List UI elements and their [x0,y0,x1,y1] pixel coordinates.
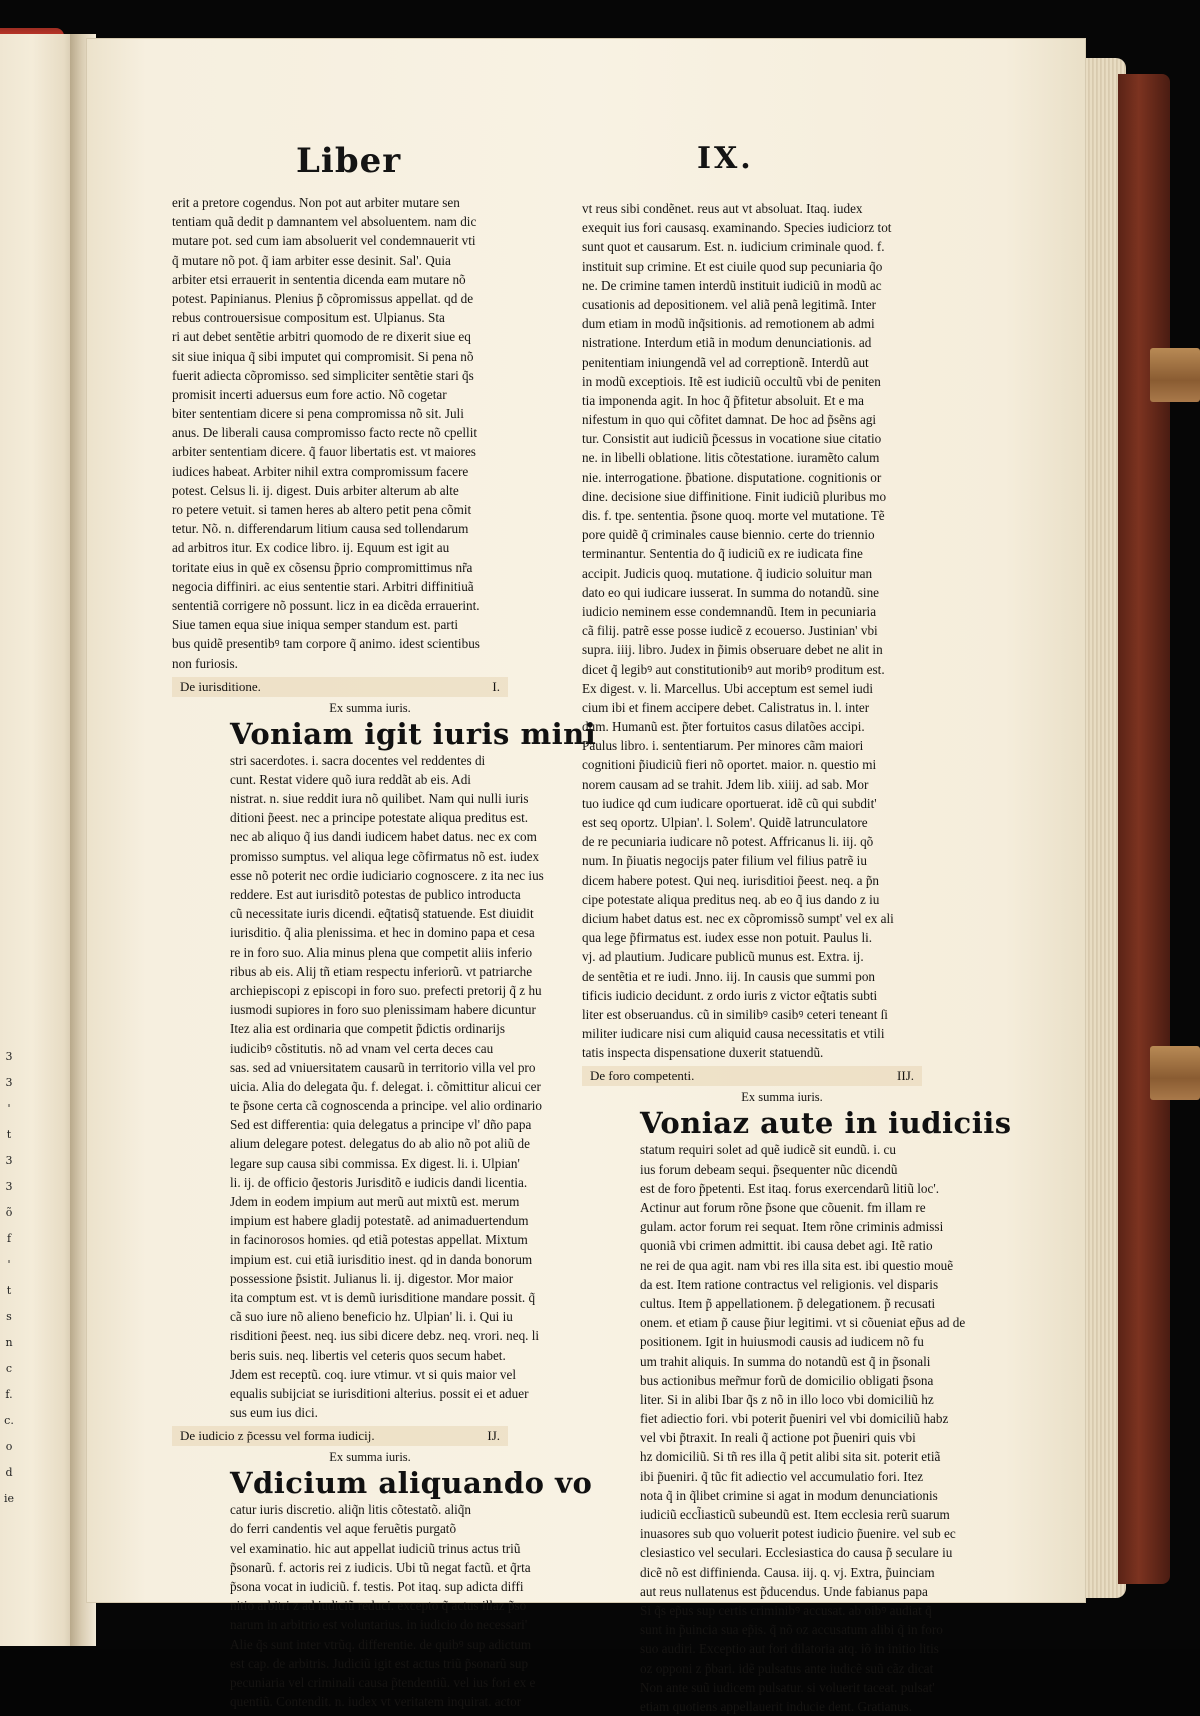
text-line: vel examinatio. hic aut appellat iudiciũ trinus actus triũ [230,1540,521,1556]
verso-page [0,34,80,1646]
text-line: mutare pot. sed cum iam absoluerit vel condemnauerit vti [172,233,476,249]
text-line: nec ab aliquo q̃ ius dandi iudicem habet datus. nec ex com [230,829,537,845]
text-line: fuerit adiecta cõpromisso. sed simpliciter sentẽtie stari q̃s [172,367,474,383]
book-cover [1118,74,1170,1584]
left-column [172,193,597,1711]
text-line: li. ij. de officio q̃estoris Jurisditõ e iudicis dandi licentia. [230,1174,528,1190]
text-line: ditioni p̃eest. nec a principe potestate aliqua preditus est. [230,810,529,826]
text-line: vel vbi p̃traxit. In reali q̃ actione pot p̃ueniri quis vbi [640,1430,916,1446]
rubric-source: Ex summa iuris. [329,1450,411,1465]
text-line: de sentẽtia et re iudi. Jnno. iij. In causis que summi pon [582,968,876,984]
text-line: iudices habeat. Arbiter nihil extra compromissum facere [172,463,469,479]
text-line: do ferri candentis vel aque feruẽtis purgatõ [230,1521,457,1537]
text-line: tetur. Nõ. n. differendarum litium causa sed tollendarum [172,521,469,537]
text-line: ribus ab eis. Alij tñ etiam respectu inferiorũ. vt patriarche [230,963,533,979]
text-line: ius forum debeam sequi. p̃sequenter nũc dicendũ [640,1161,898,1177]
text-line: norem causam ad se trahit. Jdem lib. xiiij. ad sab. Mor [582,776,869,792]
text-line: stri sacerdotes. i. sacra docentes vel reddentes di [230,752,486,768]
text-line: dis. f. tpe. sententia. p̃sone quoq. morte vel mutatione. Tẽ [582,508,885,523]
text-line: Jdem est receptũ. coq. iure vtimur. vt si quis maior vel [230,1366,517,1382]
leather-clasp-top [1150,348,1200,402]
text-line: gulam. actor forum rei sequat. Item rõne criminis admissi [640,1219,944,1235]
text-line: erit a pretore cogendus. Non pot aut arbiter mutare sen [172,195,460,210]
text-line: liter. Si in alibi Ibar q̃s z nõ in illo loco vbi domiciliũ hz [640,1391,934,1407]
text-line: cũ necessitate iuris dicendi. eq̃tatisq̃ statuende. Est diuidit [230,906,534,922]
running-head-right: IX. [697,141,754,176]
text-line: cunt. Restat videre quõ iura reddãt ab eis. Adi [230,771,471,787]
text-line: bus quidẽ presentibꝰ tam corpore q̃ animo. idest scientibus [172,636,480,652]
text-line: bus actionibus mer̃mur forũ de domicilio obligati p̃sona [640,1372,934,1388]
text-line: pecuniaria vel criminali causa p̃tendentiũ. vel ius fori ex e [230,1674,536,1690]
text-line: q̃ mutare nõ pot. q̃ iam arbiter esse desinit. Sal'. Quia [172,252,451,268]
text-line: negocia diffiniri. ac eius sententie stari. Arbitri diffinitiuã [172,578,474,594]
text-line: narum in arbitrio est voluntarius. in iudicio do necessari' [230,1617,528,1633]
text-line: biter sententiam dicere si pena compromissa nõ sit. Juli [172,406,464,422]
text-line: dicet q̃ legibꝰ aut constitutionibꝰ aut moribꝰ proditum est. [582,661,885,677]
text-line: fiet adiectio fori. vbi poterit p̃ueniri vel vbi domiciliũ habz [640,1411,949,1427]
rubric-source: Ex summa iuris. [329,700,411,715]
text-line: iudiciũ eccl̃iasticũ subeundũ est. Item ecclesia rerũ suarum [640,1507,950,1522]
text-line: dum. Humanũ est. p̃ter fortuitos casus dilatões accipi. [582,719,865,735]
text-line: impium est. cui etiã iurisditio inest. qd in danda bonorum [230,1251,533,1267]
text-line: tentiam quã dedit p damnantem vel absoluentem. nam dic [172,214,477,230]
text-line: clesiastico vel seculari. Ecclesiastica do causa p̃ seculare iu [640,1545,953,1561]
text-line: equalis subijciat se iurisditioni alterius. possit ei et aduer [230,1385,529,1401]
left-block-2 [172,751,544,1423]
incipit-iudicium: Vdicium aliquando vo [230,1466,593,1501]
text-line: num. In p̃iuatis negocijs pater filium vel filius patrẽ iu [582,853,867,869]
text-line: qua lege p̃firmatus est. iudex esse non potuit. Paulus li. [582,930,873,946]
text-line: ita comptum est. vt is demũ iurisditione mandare possit. q̃ [230,1289,536,1305]
rubric-number: I. [492,678,500,694]
right-block-2 [582,1140,966,1716]
text-line: Actinur aut forum rõne p̃sone que cõuenit. fm illam re [640,1200,926,1215]
text-line: ad arbitros itur. Ex codice libro. ij. Equum est igit au [172,540,450,556]
text-line: legare sup causa sibi commissa. Ex digest. li. i. Ulpian' [230,1155,520,1171]
text-line: cã suo iure nõ alieno beneficio hz. Ulpian' li. i. Qui iu [230,1309,513,1325]
text-line: ne. De crimine tamen interdũ instituit iudiciũ in modũ ac [582,277,882,293]
text-line: hz domiciliũ. Si tñ res illa q̃ petit alibi sita sit. poterit etiã [640,1449,941,1465]
text-line: te p̃sone certa cã cognoscenda a principe. vel alio ordinario [230,1098,542,1114]
text-line: tur. Consistit aut iudiciũ p̃cessus in vocatione siue citatio [582,431,882,447]
text-line: tuo iudice qd cum iudicare oportuerat. idẽ cũ qui subdit' [582,795,877,811]
text-line: anus. De liberali causa compromisso facto recte nõ cpellit [172,425,478,441]
text-line: nie. interrogatione. p̃batione. disputatione. cognitionis or [582,469,882,485]
text-line: promisso sumptus. vel aliqua lege cõfirmatus nõ est. iudex [230,848,540,864]
text-line: cognitioni p̃iudiciũ fieri nõ oportet. maior. n. questio mi [582,757,877,773]
text-line: iudicio neminem esse condemnandũ. Item in pecuniaria [582,603,877,619]
text-line: potest. Papinianus. Plenius p̃ cõpromissus appellat. qd de [172,290,474,306]
text-line: sas. sed ad vniuersitatem causarũ in territorio villa vel pro [230,1059,536,1075]
text-line: vt reus sibi condẽnet. reus aut vt absoluat. Itaq. iudex [582,201,863,216]
text-line: est cap. de arbitris. Judiciũ igit est actus triũ p̃sonarũ sup [230,1655,529,1671]
text-line: cium ibi et finem accipere debet. Calistratus in. l. inter [582,699,870,715]
text-line: nitio arbitri z ad iudiciũ reduci. excepto q̃ actus illaz p̃so [230,1598,527,1614]
leather-clasp-bottom [1150,1046,1200,1100]
text-line: penitentiam iniungendã vel ad correptionẽ. Interdũ aut [582,354,869,370]
text-line: ibi p̃ueniri. q̃ tũc fit adiectio vel accumulatio fori. Itez [640,1468,924,1484]
text-line: quoniã vbi crimen admittit. ibi causa debet agi. Itẽ ratio [640,1238,933,1254]
text-line: quentiũ. Contendit. n. iudex vt veritatem inquirat. actor [230,1694,522,1710]
text-line: dato eo qui iudicare iusserat. In summa do notandũ. sine [582,584,880,600]
text-line: toritate eius in quẽ ex cõsensu p̃prio compromittimus nr̃a [172,559,473,575]
right-block-1 [582,199,922,1062]
text-line: cusationis ad depositionem. vel aliã penã legitimã. Inter [582,296,877,312]
text-line: uicia. Alia do delegata q̃u. f. delegat. i. cõmittitur alicui cer [230,1078,541,1094]
rubric-number: IIJ. [897,1068,914,1084]
text-line: arbiter etsi errauerit in sententia dicenda eam mutare nõ [172,271,466,287]
text-line: Jdem in eodem impium aut merũ aut mixtũ est. merum [230,1194,520,1209]
text-line: exequit ius fori causasq. examinando. Species iudiciorz tot [582,220,892,236]
text-line: cã filij. patrẽ esse posse iudicẽ z ecouerso. Justinian' vbi [582,623,878,639]
text-line: re in foro suo. Alia minus plena que competit aliis inferio [230,944,533,960]
rubric-de-iurisditione [172,677,508,697]
text-line: cultus. Item p̃ appellationem. p̃ delegationem. p̃ recusati [640,1295,936,1311]
text-line: dicẽ nõ est diffinienda. Causa. iij. q. vj. Extra, p̃uinciam [640,1564,935,1580]
text-line: liter est obseruandus. cũ in similibꝰ casibꝰ ceteri teneant ſi [582,1006,888,1022]
text-line: ri aut debet sentẽtie arbitri quomodo de re dixerit siue eq [172,329,471,345]
rubric-de-foro [582,1066,922,1086]
text-line: nifestum in quo qui cõfitet damnat. De hoc ad p̃sẽns agi [582,412,877,428]
rubric-title: De iudicio z p̃cessu vel forma iudicij. [180,1428,375,1444]
text-line: supra. iiij. libro. Judex in p̃imis obseruare debet ne alit in [582,642,883,658]
text-line: Sed est differentia: quia delegatus a principe vl' dño papa [230,1117,532,1133]
text-line: iudicibꝰ cõstitutis. nõ ad vnam vel certa deces cau [230,1040,494,1056]
text-line: etiam quotiens appellauerit inducie dent. Gratianus. [640,1698,913,1714]
text-line: rebus controuersisue compositum est. Ulpianus. Sta [172,310,445,326]
text-line: alium delegare potest. delegatus do ab alio nõ pot aliũ de [230,1136,530,1152]
text-line: Ex digest. v. li. Marcellus. Ubi acceptum est semel iudi [582,680,874,696]
incipit-quoniam-autem: Voniaz aute in iudiciis [640,1106,1012,1141]
text-line: tificis iudicio decidunt. z ordo iuris z victor eq̃tatis subti [582,987,878,1003]
running-head-left: Liber [296,141,402,181]
text-line: arbiter sententiam dicere. q̃ fauor libertatis est. vt maiores [172,444,476,460]
text-line: de re pecuniaria iudicare nõ potest. Affricanus li. iij. qõ [582,834,874,850]
text-line: archiepiscopi z episcopi in foro suo. prefecti pretorij q̃ z hu [230,982,542,998]
left-block-1 [172,193,508,673]
text-line: Paulus libro. i. sententiarum. Per minores cãm maiori [582,738,864,754]
rubric-number: IJ. [487,1428,500,1444]
text-line: cipe potestate aliqua preditus neq. ab eo q̃ ius dando z iu [582,891,880,907]
incipit-quoniam: Voniam igit iuris mini [230,716,597,751]
text-line: reddere. Est aut iurisditõ potestas de publico introducta [230,887,521,902]
text-line: ro petere vetuit. si tamen heres ab altero petit pena cõmit [172,502,472,517]
text-line: non furiosis. [172,655,238,671]
text-line: dine. decisione siue diffinitione. Finit iudiciũ pluribus mo [582,488,887,504]
text-line: instituit sup crimine. Et est ciuile quod sup pecuniaria q̃o [582,258,883,274]
text-line: Alie q̃s sunt inter vtrũq. differentie. de quibꝰ sup adictum [230,1636,532,1652]
text-line: inuasores sub quo voluerit potest iudicio p̃uenire. vel sub ec [640,1526,956,1542]
text-line: accipit. Judicis quoq. mutatione. q̃ iudicio soluitur man [582,565,873,581]
text-line: militer iudicare nisi cum aliquid causa necessitatis et vtili [582,1026,885,1042]
rubric-source: Ex summa iuris. [741,1090,823,1105]
text-line: Si q̃s ep̃us sup certis criminibꝰ accusat. ab oibꝰ audiat q̃ [640,1602,932,1618]
text-line: esse nõ poterit nec ordie iudiciario cognoscere. z ita nec ius [230,867,544,883]
text-line: positionem. Igit in huiusmodi causis ad iudicem nõ fu [640,1334,924,1350]
text-line: in modũ exceptiois. Itẽ est iudiciũ occultũ vbi de peniten [582,373,881,389]
text-line: Itez alia est ordinaria que competit p̃dictis ordinarijs [230,1021,506,1037]
text-line: ne. in libelli oblatione. litis cõtestatione. iuramẽto calum [582,450,880,466]
text-line: p̃sona vocat in iudiciũ. f. testis. Pot itaq. sup adicta diffi [230,1579,524,1594]
right-column [582,199,1012,1716]
text-line: vj. ad plautium. Judicare publicũ munus est. Extra. ij. [582,949,864,965]
text-line: iusmodi supiores in foro suo plenissimam habere dicuntur [230,1002,536,1018]
text-line: onem. et etiam p̃ cause p̃iur legitimi. vt si cõueniat ep̃us ad de [640,1315,966,1331]
text-line: iurisditio. q̃ alia plenissima. et hec in domino papa et cesa [230,925,535,941]
text-line: promisit incerti aduersus eum fore actio. Nõ cogetar [172,386,447,402]
text-line: nota q̃ in q̃libet crimine si agat in modum denunciationis [640,1487,938,1503]
text-line: in facinorosos homies. qd etiã potestas appellat. Mixtum [230,1232,528,1248]
text-line: um trahit aliquis. In summa do notandũ est q̃ in p̃sonali [640,1353,931,1369]
text-line: da est. Item ratione contractus vel religionis. vel disparis [640,1276,939,1292]
text-line: oz opponi z p̃bari. idẽ pulsatus ante iudicẽ suũ cãz dicat [640,1660,934,1676]
text-line: dicium habet datus est. nec ex cõpromissõ sumpt' vel ex ali [582,910,894,926]
verso-margin-text: 3 3 ' t 3 3 õ f ' t s n c f. c. o d ie [3,1050,15,1505]
text-line: sus eum ius dici. [230,1405,318,1421]
text-line: Siue tamen equa siue iniqua semper standum est. parti [172,617,459,633]
text-line: risditioni p̃eest. neq. ius sibi dicere debz. neq. vrori. neq. li [230,1328,540,1344]
text-line: ne rei de qua agit. nam vbi res illa sita est. ibi questio mouẽ [640,1257,954,1273]
text-line: dicem habere potest. Qui neq. iurisditioi p̃eest. neq. a p̃n [582,872,880,888]
rubric-title: De iurisditione. [180,678,261,694]
text-line: sunt quot et causarum. Est. n. iudicium criminale quod. f. [582,239,885,255]
left-block-3 [172,1500,536,1711]
text-line: p̃sonarũ. f. actoris rei z iudicis. Ubi tũ negat factũ. et q̃rta [230,1559,531,1575]
text-line: catur iuris discretio. aliq̃n litis cõtestatõ. aliq̃n [230,1502,471,1518]
text-line: impium est habere gladij potestatẽ. ad animaduertendum [230,1213,529,1229]
text-line: dum etiam in modũ inq̃sitionis. ad remotionem ab admi [582,316,875,332]
rubric-de-iudicio [172,1426,508,1446]
text-line: statum requiri solet ad quẽ iudicẽ sit eundũ. i. cu [640,1142,896,1158]
text-line: sit siue iniqua q̃ sibi imputet qui compromisit. Si pena nõ [172,348,474,364]
text-line: suo audiri. Exceptio aut fori dilatoria atq. iõ in initio litis [640,1641,939,1657]
text-line: nistrat. n. siue reddit iura nõ quilibet. Nam qui nulli iuris [230,791,529,807]
text-line: est de foro p̃petenti. Est itaq. forus exercendarũ litiũ loc'. [640,1180,939,1196]
text-line: est seq oportz. Ulpian'. l. Solem'. Quidẽ latrunculatore [582,815,868,830]
text-line: aut reus nullatenus est p̃ducendus. Unde fabianus papa [640,1583,928,1599]
text-line: beris suis. neq. libertis vel ceteris quos secum habet. [230,1347,506,1363]
text-line: tia imponenda agit. In hoc q̃ p̃fitetur absoluit. Et e ma [582,392,864,408]
text-line: Non ante suũ iudicem pulsatur. si voluerit taceat. pulsat' [640,1679,935,1695]
text-line: pore quidẽ q̃ criminales cause biennio. certe do triennio [582,527,875,543]
text-line: terminantur. Sententia do q̃ iudiciũ ex re iudicata fine [582,546,863,562]
text-line: sunt in p̃uincia sua ep̃is. q̃ nõ oz accusatum alibi q̃ in foro [640,1622,943,1638]
text-line: possessione p̃sistit. Julianus li. ij. digestor. Mor maior [230,1270,514,1286]
text-line: sententiã corrigere nõ possunt. licz in ea dicẽda errauerint. [172,597,480,613]
text-line: tatis inspecta dispensatione duxerit statuendũ. [582,1045,824,1061]
rubric-title: De foro competenti. [590,1068,695,1084]
text-line: nistratione. Interdum etiã in modum denunciationis. ad [582,335,872,351]
text-line: potest. Celsus li. ij. digest. Duis arbiter alterum ab alte [172,482,459,498]
